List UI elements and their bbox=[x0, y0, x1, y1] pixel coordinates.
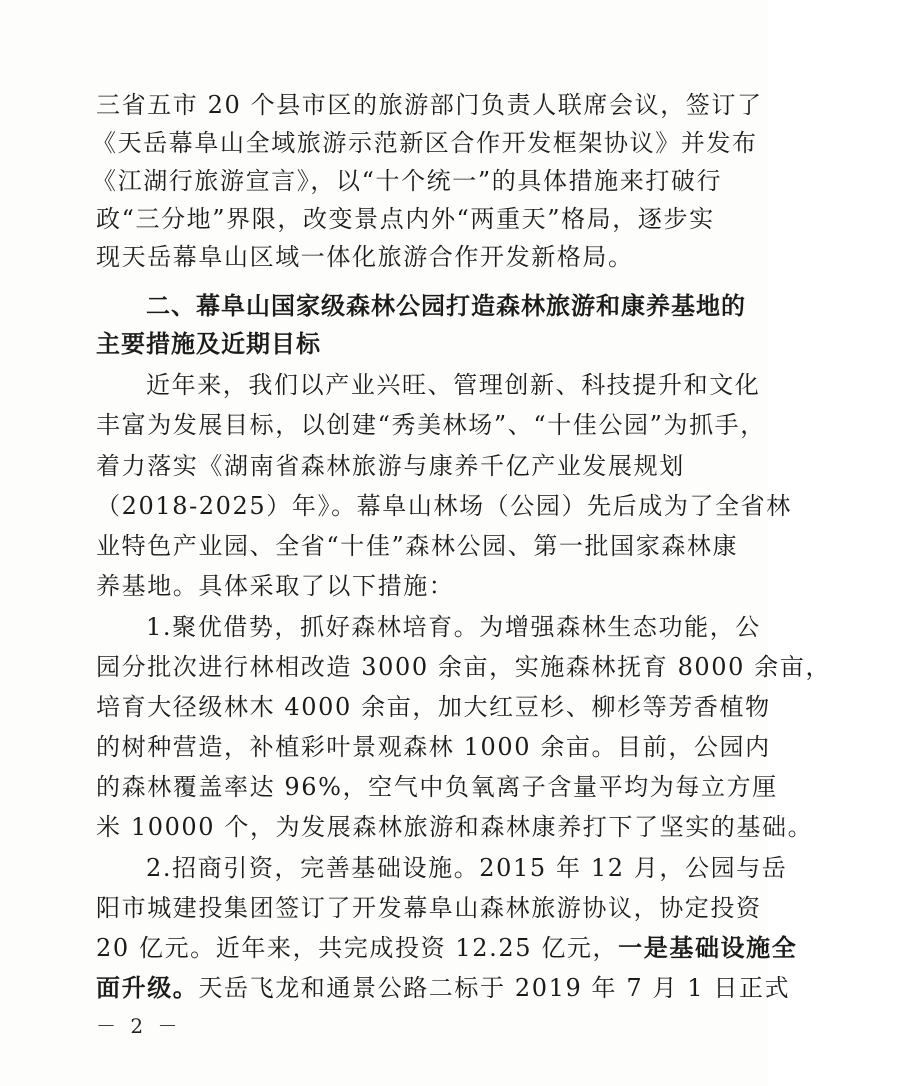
bold-emphasis: 一是基础设施全 bbox=[618, 934, 798, 962]
text-line: 三省五市 20 个县市区的旅游部门负责人联席会议，签订了 bbox=[96, 91, 763, 119]
text-line: 培育大径级林木 4000 余亩，加大红豆杉、柳杉等芳香植物 bbox=[96, 693, 771, 721]
text-line: 2.招商引资，完善基础设施。2015 年 12 月，公园与岳 bbox=[146, 854, 788, 882]
text-line-with-bold bbox=[0, 971, 864, 1005]
text-line: 园分批次进行林相改造 3000 余亩，实施森林抚育 8000 余亩， bbox=[96, 653, 832, 681]
bold-emphasis: 面升级。 bbox=[96, 974, 199, 1002]
text-line: 《江湖行旅游宣言》，以“十个统一”的具体措施来打破行 bbox=[92, 167, 723, 195]
text-segment: 20 亿元。近年来，共完成投资 12.25 亿元， bbox=[96, 934, 619, 962]
heading-line: 主要措施及近期目标 bbox=[96, 330, 321, 358]
text-line: 《天岳幕阜山全域旅游示范新区合作开发框架协议》并发布 bbox=[92, 129, 758, 157]
heading-line: 二、幕阜山国家级森林公园打造森林旅游和康养基地的 bbox=[146, 292, 746, 320]
text-line-with-bold bbox=[0, 931, 864, 965]
text-line: 阳市城建投集团签订了开发幕阜山森林旅游协议，协定投资 bbox=[96, 894, 762, 922]
text-line: 政“三分地”界限，改变景点内外“两重天”格局，逐步实 bbox=[96, 205, 715, 233]
text-line: 丰富为发展目标，以创建“秀美林场”、“十佳公园”为抓手， bbox=[96, 411, 766, 439]
text-line: 业特色产业园、全省“十佳”森林公园、第一批国家森林康 bbox=[96, 532, 739, 560]
text-line: 现天岳幕阜山区域一体化旅游合作开发新格局。 bbox=[96, 243, 634, 271]
text-line: 着力落实《湖南省森林旅游与康养千亿产业发展规划 bbox=[96, 452, 685, 480]
text-segment: 天岳飞龙和通景公路二标于 2019 年 7 月 1 日正式 bbox=[198, 974, 791, 1002]
text-line: 米 10000 个，为发展森林旅游和森林康养打下了坚实的基础。 bbox=[96, 813, 814, 841]
text-line: 的森林覆盖率达 96%，空气中负氧离子含量平均为每立方厘 bbox=[96, 773, 778, 801]
text-line: 的树种营造，补植彩叶景观森林 1000 余亩。目前，公园内 bbox=[96, 733, 771, 761]
text-line: 1.聚优借势，抓好森林培育。为增强森林生态功能，公 bbox=[146, 613, 761, 641]
text-line: （2018-2025）年》。幕阜山林场（公园）先后成为了全省林 bbox=[96, 492, 792, 520]
text-line: 近年来，我们以产业兴旺、管理创新、科技提升和文化 bbox=[146, 371, 761, 399]
page-number: － 2 － bbox=[96, 1014, 182, 1038]
text-line: 养基地。具体采取了以下措施： bbox=[96, 572, 455, 600]
